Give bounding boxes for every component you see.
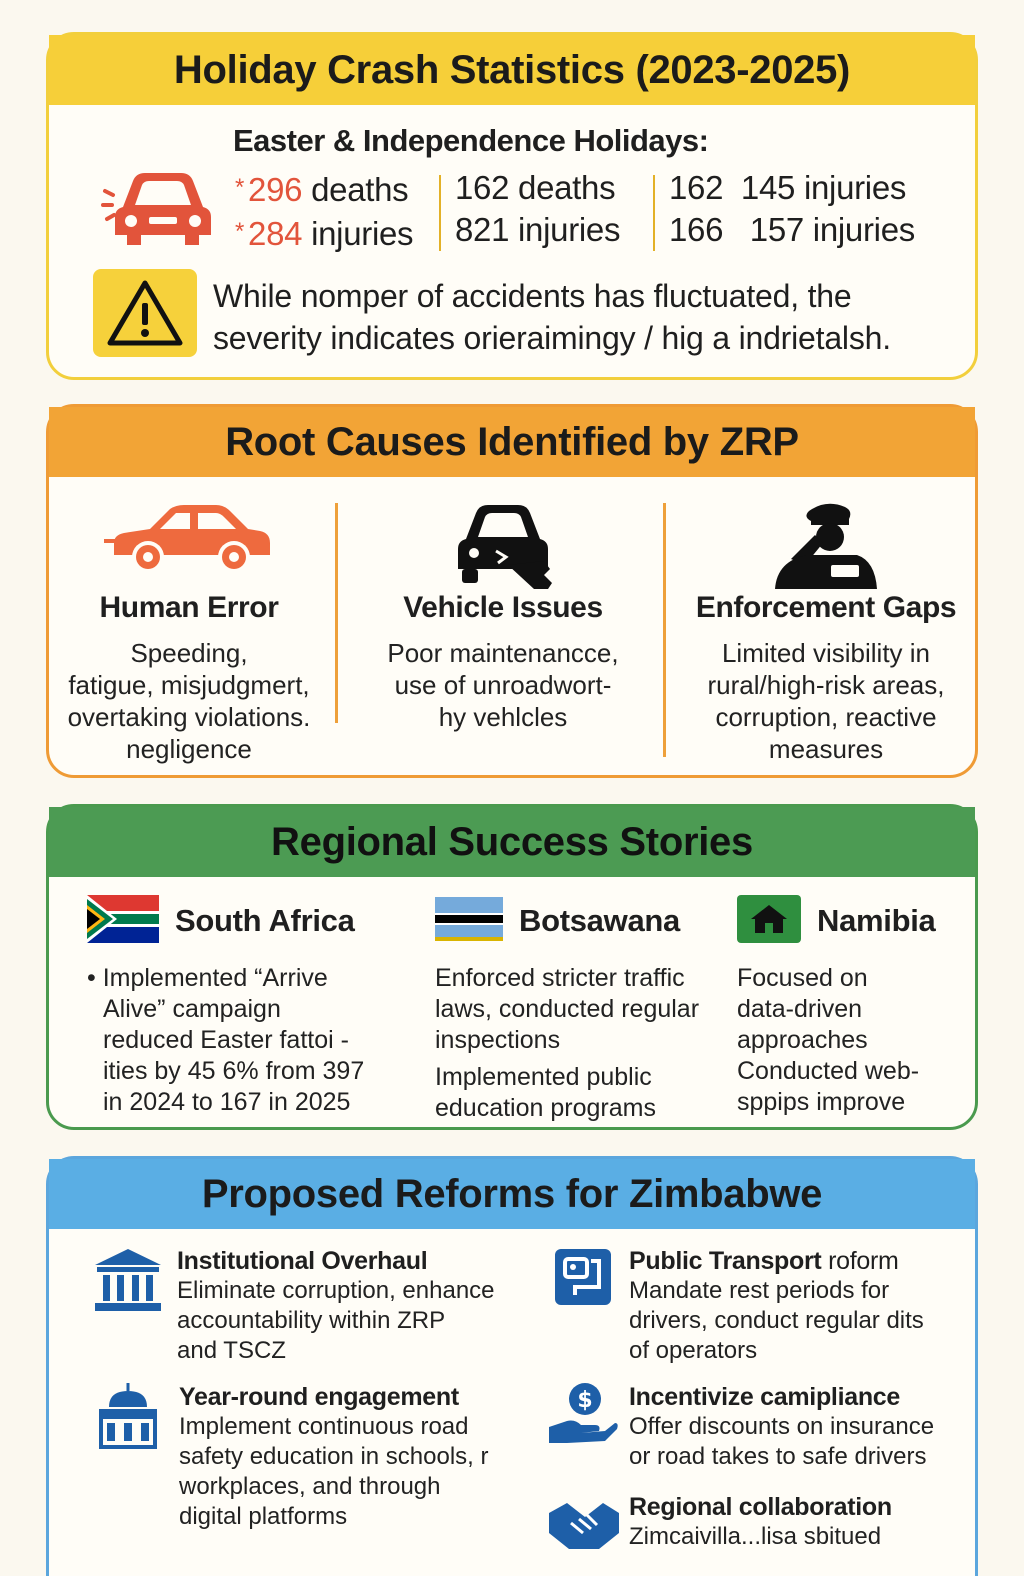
cause-human-error: Human Error Speeding, fatigue, misjudgmert, overtaking violations. negligence	[39, 499, 339, 765]
school-icon	[95, 1381, 161, 1456]
stats-column-2023: * 296 deaths * 284 injuries	[235, 171, 414, 252]
house-icon	[737, 895, 801, 948]
stats-column-2025: 162 145 injuries 166 157 injuries	[669, 169, 915, 248]
country-namibia: Namibia Focused on data-driven approaches Conducted web- sppips improve	[737, 893, 967, 1118]
money-hand-icon	[547, 1381, 619, 1452]
institution-icon	[93, 1247, 163, 1318]
police-officer-icon	[676, 499, 976, 583]
crash-stats-panel	[46, 32, 978, 380]
regional-success-panel	[46, 804, 978, 1130]
country-botswana: Botsawana Enforced stricter traffic laws, conducted regular inspections Implemented public education programs	[435, 893, 735, 1124]
car-crash-icon	[101, 161, 221, 256]
handshake-icon	[547, 1493, 621, 1558]
reform-year-round-engagement: Year-round engagement Implement continuous road safety education in schools, r workplaces, and through digital platforms	[179, 1383, 489, 1530]
crash-stats-subtitle: Easter & Independence Holidays:	[233, 123, 709, 158]
cause-vehicle-issues: Vehicle Issues Poor maintenancce, use of unroadwort- hy vehlcles	[353, 499, 653, 733]
warning-icon	[93, 269, 197, 357]
severity-note: While nomper of accidents has fluctuated, the severity indicates orieraimingy / hig a indrietalsh.	[213, 278, 891, 356]
reform-institutional-overhaul: Institutional Overhaul Eliminate corruption, enhance accountability within ZRP and TSCZ	[177, 1247, 495, 1364]
root-causes-panel	[46, 404, 978, 778]
divider	[439, 175, 441, 251]
proposed-reforms-panel	[46, 1156, 978, 1576]
injuries-value: 284	[248, 215, 303, 252]
root-causes-title: Root Causes Identified by ZRP	[49, 407, 975, 477]
crash-stats-title: Holiday Crash Statistics (2023-2025)	[49, 35, 975, 105]
cause-enforcement-gaps: Enforcement Gaps Limited visibility in rural/high-risk areas, corruption, reactive measures	[676, 499, 976, 765]
reform-public-transport: Public Transport roform Mandate rest periods for drivers, conduct regular dits of operators	[629, 1247, 924, 1364]
divider	[335, 503, 338, 723]
regional-success-title: Regional Success Stories	[49, 807, 975, 877]
country-south-africa: South Africa • Implemented “Arrive Alive” campaign reduced Easter fattoi - ities by 45 6% from 397 in 2024 to 167 in 2025	[87, 893, 407, 1118]
broken-car-icon	[353, 499, 653, 583]
deaths-value: 296	[248, 171, 303, 208]
car-icon	[39, 499, 339, 583]
svg-text:$: $	[577, 1388, 593, 1413]
south-africa-flag-icon	[87, 895, 159, 948]
stats-column-2024: 162 deaths 821 injuries	[455, 169, 621, 248]
divider	[653, 175, 655, 251]
reform-incentivize-compliance: Incentivize camipliance Offer discounts on insurance or road takes to safe drivers	[629, 1383, 935, 1470]
botswana-flag-icon	[435, 897, 503, 946]
proposed-reforms-title: Proposed Reforms for Zimbabwe	[49, 1159, 975, 1229]
reform-regional-collaboration: Regional collaboration Zimcaivilla...lisa sbitued	[629, 1493, 892, 1550]
divider	[663, 503, 666, 757]
transport-icon	[553, 1247, 613, 1314]
